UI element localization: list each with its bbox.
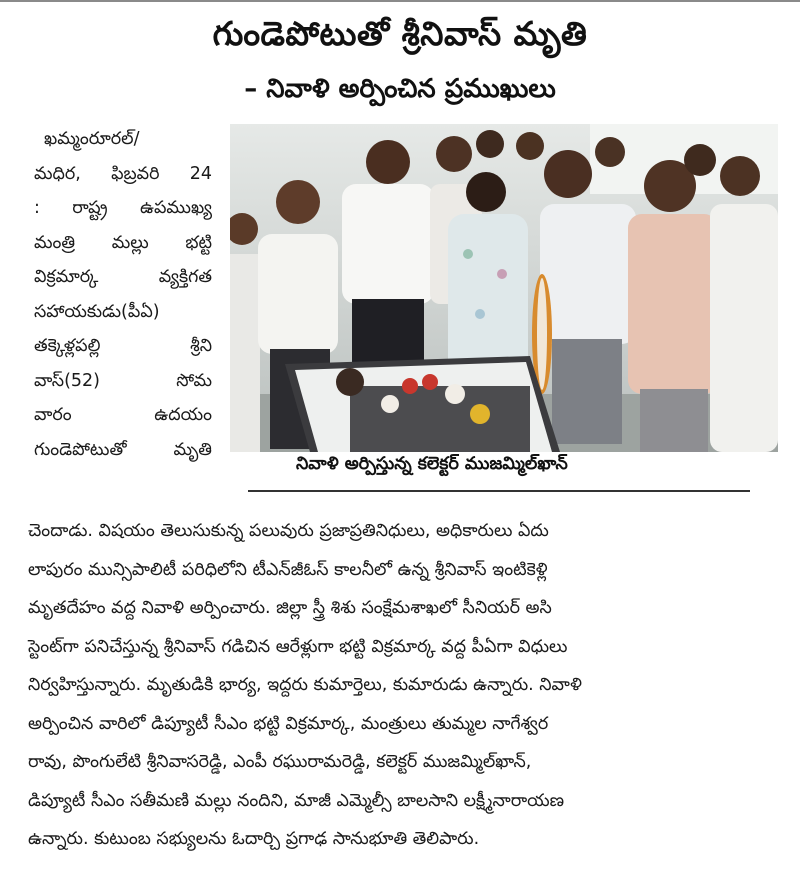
article-headline: గుండెపోటుతో శ్రీనివాస్ మృతి bbox=[212, 14, 588, 53]
news-photo bbox=[230, 124, 778, 452]
text-line: సహాయకుడు(పీఏ) bbox=[34, 301, 160, 322]
text-line: రావు, పొంగులేటి శ్రీనివాసరెడ్డి, ఎంపీ రఘురామరెడ్డి, కలెక్టర్ ముజమ్మిల్‌ఖాన్, bbox=[28, 752, 532, 772]
text-line: అర్పించిన వారిలో డిప్యూటీ సీఎం భట్టి విక్రమార్క, మంత్రులు తుమ్మల నాగేశ్వర bbox=[28, 713, 549, 734]
text-line: చెందాడు. విషయం తెలుసుకున్న పలువురు ప్రజాప్రతినిధులు, అధికారులు ఏదు bbox=[28, 521, 549, 541]
clipped-previous-line bbox=[0, 0, 800, 8]
article-body bbox=[28, 512, 770, 859]
article-subheadline: – నివాళి అర్పించిన ప్రముఖులు bbox=[244, 74, 556, 104]
text-line: లాపురం మున్సిపాలిటీ పరిధిలోని టీఎన్‌జీఓస్ కాలనీలో ఉన్న శ్రీనివాస్ ఇంటికెళ్లి bbox=[28, 559, 548, 580]
left-column-text bbox=[34, 122, 212, 467]
text-line: : రాష్ట్ర ఉపముఖ్య bbox=[34, 198, 212, 218]
text-line: డిప్యూటీ సీఎం సతీమణి మల్లు నందిని, మాజీ ఎమ్మెల్సీ బాలసాని లక్ష్మీనారాయణ bbox=[28, 790, 565, 811]
text-line: ఉన్నారు. కుటుంబ సభ్యులను ఓదార్చి ప్రగాఢ సానుభూతి తెలిపారు. bbox=[28, 829, 480, 849]
text-line: వాస్(52) సోమ bbox=[34, 370, 212, 391]
text-line: తక్కెళ్లపల్లి శ్రీని bbox=[34, 336, 212, 356]
photo-caption: నివాళి అర్పిస్తున్న కలెక్టర్ ముజమ్మిల్‌ఖాన్ bbox=[296, 454, 568, 474]
text-line: వారం ఉదయం bbox=[34, 405, 212, 425]
caption-divider bbox=[248, 490, 750, 492]
text-line: గుండెపోటుతో మృతి bbox=[34, 439, 212, 460]
text-line: ఖమ్మంరూరల్/ bbox=[44, 129, 140, 149]
text-line: స్టెంట్‌గా పనిచేస్తున్న శ్రీనివాస్ గడిచిన ఆరేళ్లుగా భట్టి విక్రమార్క వద్ద పీఏగా విధులు bbox=[28, 636, 568, 657]
text-line: మధిర, ఫిబ్రవరి 24 bbox=[34, 163, 212, 184]
text-line: నిర్వహిస్తున్నారు. మృతుడికి భార్య, ఇద్దరు కుమార్తెలు, కుమారుడు ఉన్నారు. నివాళి bbox=[28, 675, 582, 695]
text-line: మృతదేహం వద్ద నివాళి అర్పించారు. జిల్లా స్త్రీ శిశు సంక్షేమశాఖలో సీనియర్ అసి bbox=[28, 598, 552, 618]
text-line: మంత్రి మల్లు భట్టి bbox=[34, 232, 212, 253]
text-line: విక్రమార్క వ్యక్తిగత bbox=[34, 267, 212, 287]
